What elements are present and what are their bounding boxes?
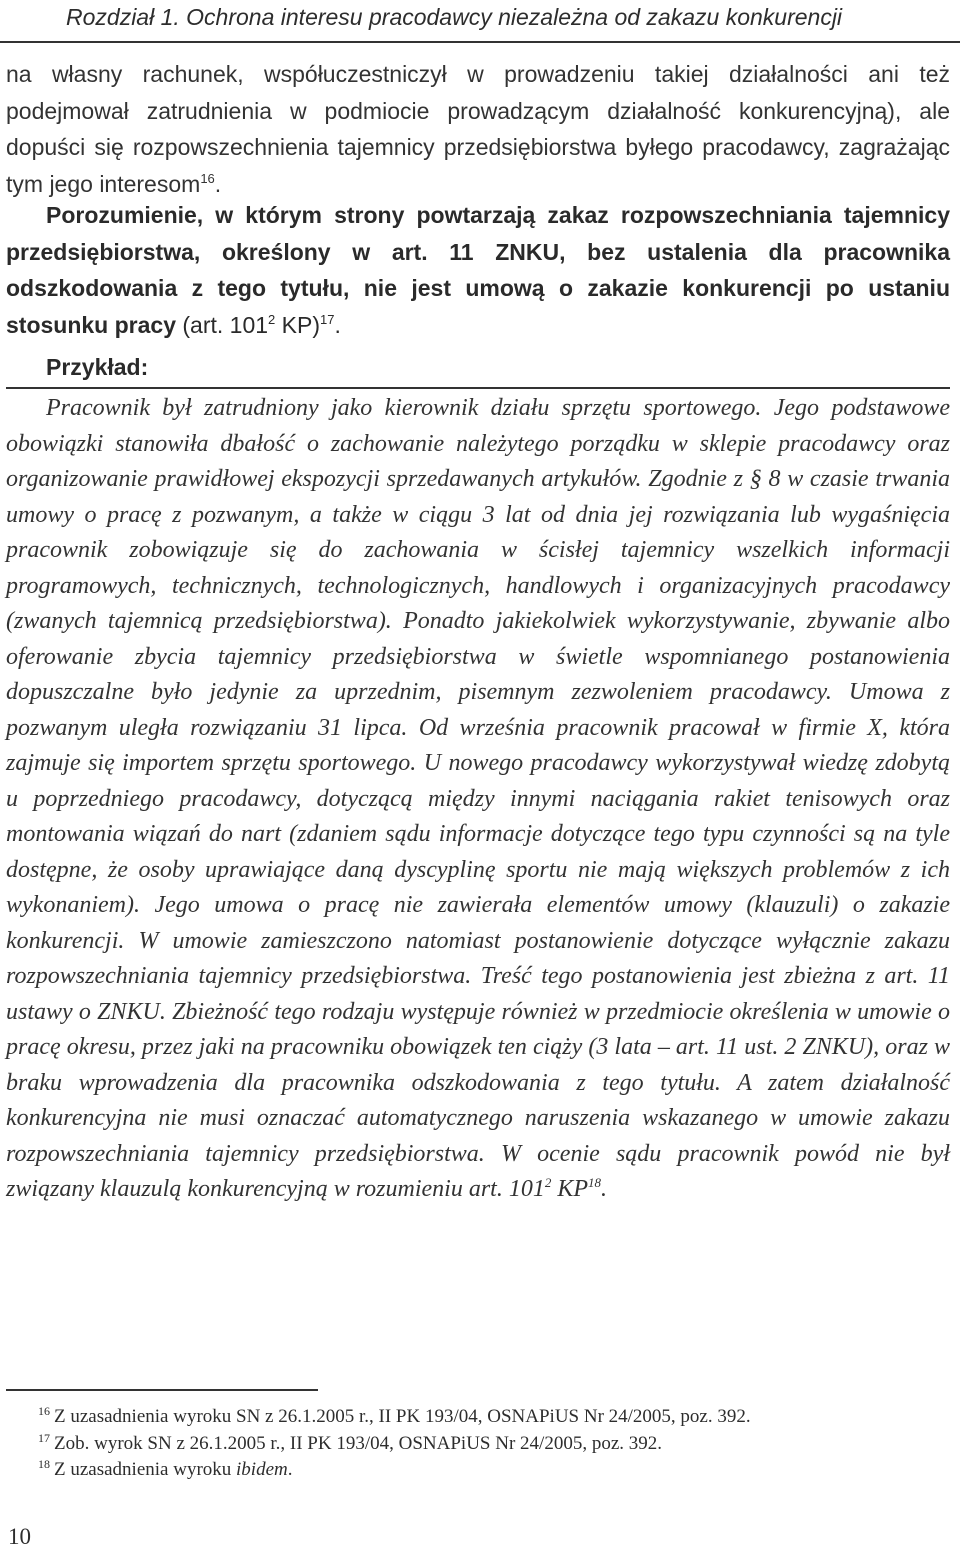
example-paragraph	[6, 391, 950, 1208]
running-header: Rozdział 1. Ochrona interesu pracodawcy niezależna od zakazu konkurencji	[66, 4, 843, 30]
footnote-text: Z uzasadnienia wyroku SN z 26.1.2005 r., II PK 193/04, OSNAPiUS Nr 24/2005, poz. 392.	[54, 1406, 751, 1427]
footnote-ref-17[interactable]: 17	[320, 311, 335, 327]
header-divider	[0, 41, 960, 43]
intro-text: na własny rachunek, współuczestniczył w prowadzeniu takiej działalności ani też podejmował zatrudnienia w podmiocie prowadzącym działalność konkurencyjną), ale dopuści się rozpowszechnienia tajemnicy przedsiębiorstwa byłego pracodawcy, zagrażając tym jego interesom	[6, 61, 950, 197]
footnote-ref-18[interactable]: 18	[588, 1175, 602, 1190]
intro-end: .	[214, 170, 222, 197]
thesis-end: .	[334, 311, 341, 338]
example-kp: KP	[551, 1176, 589, 1202]
thesis-paragraph	[6, 197, 950, 343]
footnote-16	[38, 1404, 948, 1431]
footnote-italic: ibidem	[236, 1459, 288, 1480]
footnote-number: 17	[38, 1430, 50, 1445]
thesis-citation: (art. 101	[176, 311, 269, 338]
example-label: Przykład:	[46, 354, 149, 380]
thesis-bold-text: Porozumienie, w którym strony powtarzają zakaz rozpowszechniania tajemnicy przedsiębiorstwa, określony w art. 11 ZNKU, bez ustalenia dla pracownika odszkodowania z tego tytułu, nie jest umową o zakazie konkurencji po ustaniu stosunku pracy	[6, 202, 950, 338]
example-end: .	[601, 1176, 608, 1202]
footnote-number: 18	[38, 1457, 50, 1471]
footnote-text: Zob. wyrok SN z 26.1.2005 r., II PK 193/04, OSNAPiUS Nr 24/2005, poz. 392.	[54, 1432, 662, 1454]
example-art-sup: 2	[544, 1175, 552, 1190]
thesis-citation-close: KP)	[275, 311, 321, 338]
intro-paragraph	[6, 56, 950, 202]
footnote-17	[38, 1431, 948, 1458]
page-number: 10	[8, 1524, 31, 1549]
footnote-18	[38, 1457, 948, 1484]
footnote-end: .	[287, 1459, 293, 1480]
footnote-text: Z uzasadnienia wyroku	[54, 1459, 237, 1480]
thesis-citation-sup: 2	[268, 311, 276, 327]
example-divider	[6, 387, 950, 389]
footnotes	[38, 1404, 948, 1484]
example-text: Pracownik był zatrudniony jako kierownik działu sprzętu sportowego. Jego podstawowe obowiązki stanowiła dbałość o zachowanie należytego porządku w sklepie pracodawcy oraz organizowanie prawidłowej ekspozycji sprzedawanych artykułów. Zgodnie z § 8 w czasie trwania umowy o pracę z pozwanym, a także w ciągu 3 lat od dnia jej rozwiązania lub wygaśnięcia pracownik zobowiązuje się do zachowania w ścisłej tajemnicy wszelkich informacji programowych, technicznych, technologicznych, handlowych i organizacyjnych pracodawcy (zwanych tajemnicą przedsiębiorstwa). Ponadto jakiekolwiek wykorzystywanie, zbywanie albo oferowanie zbycia tajemnicy przedsiębiorstwa w świetle wspomnianego postanowienia dopuszczalne było jedynie za uprzednim, pisemnym zezwoleniem pracodawcy. Umowa z pozwanym uległa rozwiązaniu 31 lipca. Od września pracownik pracował w firmie X, która zajmuje się importem sprzętu sportowego. U nowego pracodawcy wykorzystywał wiedzę zdobytą u poprzedniego pracodawcy, dotyczącą między innymi naciągania rakiet tenisowych oraz montowania wiązań do nart (zdaniem sądu informacje dotyczące tego typu czynności są na tyle dostępne, że osoby uprawiające daną dyscyplinę sportu nie mają większych problemów z ich wykonaniem). Jego umowa o pracę nie zawierała elementów umowy (klauzuli) o zakazie konkurencji. W umowie zamieszczono natomiast postanowienie dotyczące wyłącznie zakazu rozpowszechniania tajemnicy przedsiębiorstwa. Treść tego postanowienia jest zbieżna z art. 11 ustawy o ZNKU. Zbieżność tego rodzaju występuje również w przedmiocie określenia w umowie o pracę okresu, przez jaki na pracowniku obowiązek ten ciąży (3 lata – art. 11 ust. 2 ZNKU), oraz w braku wprowadzenia dla pracownika odszkodowania z tego tytułu. A zatem działalność konkurencyjna nie musi oznaczać automatycznego naruszenia wskazanego w umowie zakazu rozpowszechniania tajemnicy przedsiębiorstwa. W ocenie sądu pracownik powód nie był związany klauzulą konkurencyjną w rozumieniu art. 101	[6, 395, 950, 1202]
footnote-ref-16[interactable]: 16	[200, 170, 215, 186]
footnote-number: 16	[38, 1404, 50, 1418]
footnote-divider	[6, 1389, 318, 1391]
